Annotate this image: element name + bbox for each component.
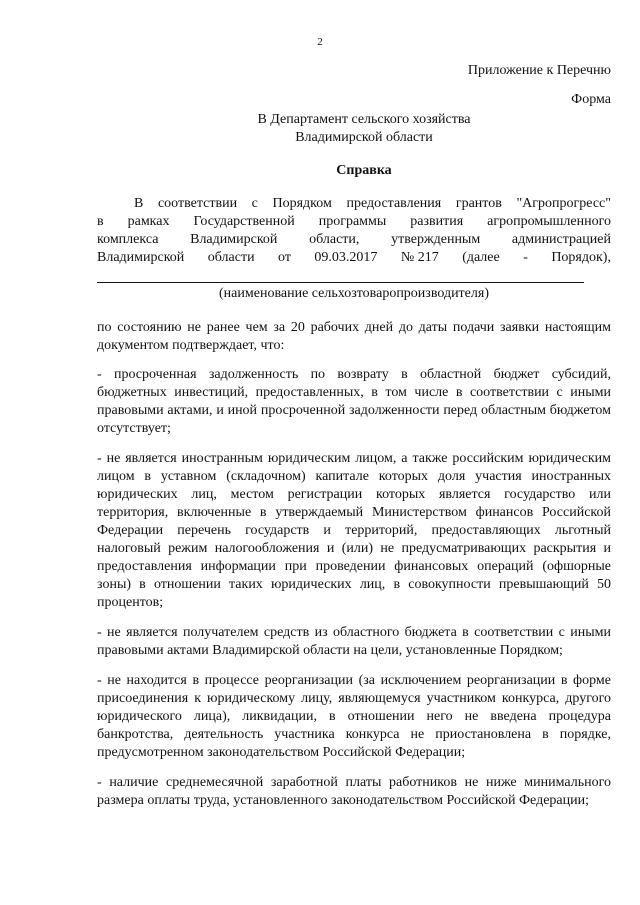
- intro-word: с: [251, 196, 258, 211]
- intro-word: агропромышленного: [487, 214, 611, 229]
- intro-word: от: [278, 250, 291, 265]
- intro-word: Владимирской: [190, 232, 278, 247]
- body-paragraph: - не является получателем средств из областного бюджета в соответствии с иными правовыми актами Владимирской области на цели, установленные Порядком;: [97, 625, 611, 658]
- intro-word: в: [97, 214, 104, 229]
- intro-line: [97, 231, 611, 249]
- intro-line: [97, 195, 611, 213]
- intro-word: комплекса: [97, 232, 159, 247]
- addressee-line-1: В Департамент сельского хозяйства: [257, 112, 471, 127]
- body-paragraph: по состоянию не ранее чем за 20 рабочих дней до даты подачи заявки настоящим документом подтверждает, что:: [97, 320, 611, 353]
- intro-word: -: [523, 250, 528, 265]
- appendix-label: Приложение к Перечню: [467, 63, 611, 78]
- producer-name-fill-line: [97, 282, 584, 283]
- intro-word: области,: [309, 232, 360, 247]
- intro-word: соответствии: [157, 196, 238, 211]
- intro-word: администрацией: [511, 232, 611, 247]
- page-number: 2: [317, 36, 323, 48]
- addressee: [0, 111, 640, 147]
- producer-name-caption: (наименование сельхозтоваропроизводителя): [219, 286, 489, 301]
- intro-word: (далее: [462, 250, 500, 265]
- body-paragraph: - просроченная задолженность по возврату в областной бюджет субсидий, бюджетных инвестиций, предоставленных, в том числе в соответствии с иными правовыми актами, и иной просроченной задолженности перед областным бюджетом отсутствует;: [97, 367, 611, 436]
- addressee-line-2: Владимирской области: [295, 130, 433, 145]
- body-paragraph: - наличие среднемесячной заработной платы работников не ниже минимального размера оплаты труда, установленного законодательством Российской Федерации;: [97, 775, 611, 808]
- intro-paragraph: [97, 195, 611, 267]
- body-paragraph: - не находится в процессе реорганизации (за исключением реорганизации в форме присоединения к юридическому лицу, являющемуся участником конкурса, другого юридического лица), ликвидации, в отношении него не введена процедура банкротства, деятельность участника конкурса не приостановлена в порядке, предусмотренном законодательством Российской Федерации;: [97, 673, 611, 760]
- document-title: Справка: [336, 163, 392, 178]
- intro-word: рамках: [127, 214, 170, 229]
- intro-word: грантов: [455, 196, 502, 211]
- document-body: [97, 319, 611, 822]
- intro-word: Владимирской: [97, 250, 185, 265]
- intro-word: 09.03.2017: [314, 250, 378, 265]
- intro-word: В: [134, 196, 144, 211]
- intro-word: № 217: [400, 250, 439, 265]
- intro-word: утвержденным: [391, 232, 481, 247]
- intro-word: "Агропрогресс": [516, 196, 611, 211]
- intro-word: предоставления: [346, 196, 442, 211]
- body-paragraph: - не является иностранным юридическим лицом, а также российским юридическим лицом в уставном (складочном) капитале которых доля участия иностранных юридических лиц, местом регистрации которых является государство или территория, включенные в утверждаемый Министерством финансов Российской Федерации перечень государств и территорий, предоставляющих льготный налоговый режим налогообложения и (или) не предусматривающих раскрытия и предоставления информации при проведении финансовых операций (офшорные зоны) в отношении таких юридических лиц, в совокупности превышающий 50 процентов;: [97, 451, 611, 610]
- intro-word: Порядком: [272, 196, 332, 211]
- intro-word: Порядок),: [551, 250, 611, 265]
- intro-word: области: [207, 250, 255, 265]
- form-label: Форма: [571, 92, 611, 107]
- intro-word: программы: [318, 214, 387, 229]
- intro-line: [97, 213, 611, 231]
- intro-word: Государственной: [193, 214, 295, 229]
- intro-line: [97, 249, 611, 267]
- intro-word: развития: [410, 214, 464, 229]
